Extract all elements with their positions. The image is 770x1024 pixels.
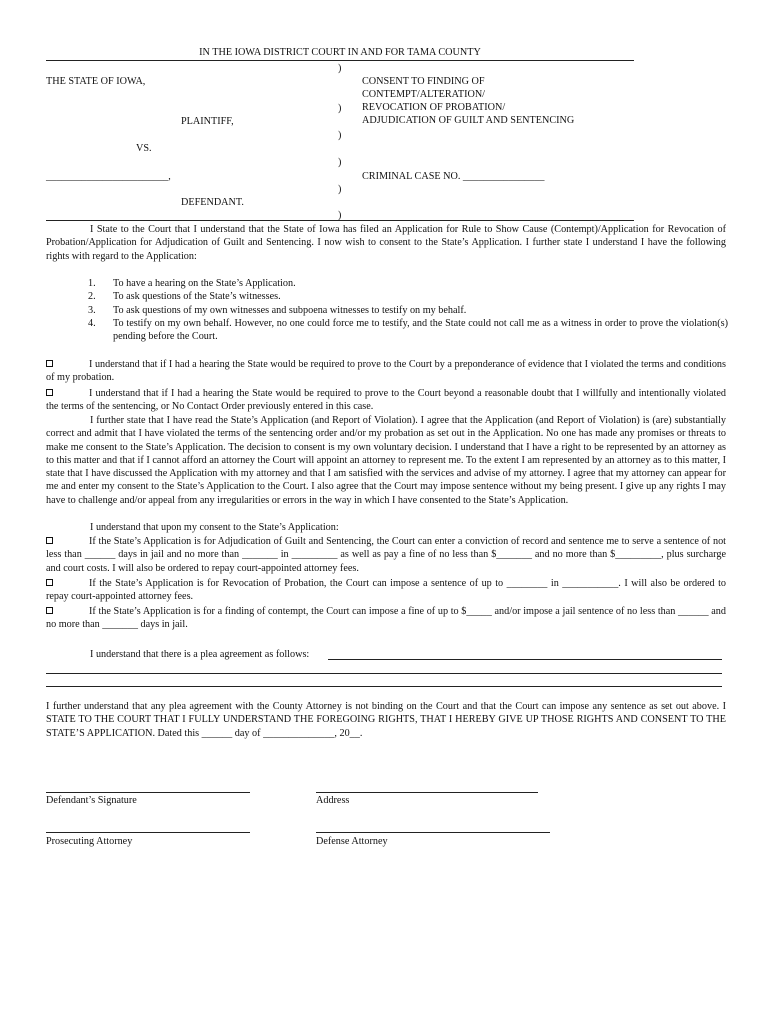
defendant-name-blank[interactable]: ________________________, xyxy=(46,171,171,182)
document-title-line: ADJUDICATION OF GUILT AND SENTENCING xyxy=(362,115,575,126)
document-title-line: CONSENT TO FINDING OF xyxy=(362,76,485,87)
caption-paren: ) xyxy=(338,130,342,141)
checkbox[interactable] xyxy=(46,607,53,614)
admission-paragraph: I further state that I have read the State’s Application (and Report of Violation). I agree that the Application (and Report of Violation) is (are) substantially correct and admit that I have violated the terms of the sentencing order and/or my probation as set out in the Application. No one has made any promises or threats to make me consent to the State’s Application. The decision to consent is my own voluntary decision. I understand that I have a right to be represented by an attorney as to this matter and that if I cannot afford an attorney the Court will appoint an attorney to represent me. To the extent I am represented by an attorney as to this matter, I state that I have discussed the Application with my attorney and that I am satisfied with the services and advise of my attorney. I agree that my attorney can appear for me and enter my consent to the State’s Application to the Court. I also agree that the Court may impose sentence without my being present. I give up any rights I may have to challenge and/or appeal from any irregularities or errors in the way in which I have consented to the State’s Application. xyxy=(46,415,726,506)
consequence-option: If the State’s Application is for a finding of contempt, the Court can impose a fine of up to $_____ and/or impose a jail sentence of no less than ______ and no more than _______ days in jail. xyxy=(46,606,726,631)
checkbox[interactable] xyxy=(46,389,53,396)
document-title-line: REVOCATION OF PROBATION/ xyxy=(362,102,506,113)
defendant-signature-label: Defendant’s Signature xyxy=(46,795,137,806)
rights-list xyxy=(88,277,728,343)
consequence-option: If the State’s Application is for Revocation of Probation, the Court can impose a sentence of up to ________ in ___________. I will also be ordered to repay court-appointed attorney fees. xyxy=(46,578,726,603)
caption-rule xyxy=(46,220,634,221)
plea-agreement-label: I understand that there is a plea agreement as follows: xyxy=(90,649,310,660)
consequence-option: If the State’s Application is for Adjudication of Guilt and Sentencing, the Court can enter a conviction of record and sentence me to serve a sentence of not less than ______ days in jail and no more than _______ in _________ as well as pay a fine of no less than $_______ and no more than $_________, plus surcharge and court costs. I will also be ordered to repay court-appointed attorney fees. xyxy=(46,536,726,574)
list-item: 4. To testify on my own behalf. However, no one could force me to testify, and the State could not call me as a witness in order to prove the violation(s) pending before the Court. xyxy=(88,317,728,343)
burden-option: I understand that if I had a hearing the State would be required to prove to the Court by a preponderance of evidence that I violated the terms and conditions of my probation. xyxy=(46,359,726,384)
plea-agreement-line[interactable] xyxy=(328,659,722,660)
address-label: Address xyxy=(316,795,350,806)
caption-paren: ) xyxy=(338,184,342,195)
signature-line[interactable] xyxy=(46,832,250,833)
case-number-field[interactable]: CRIMINAL CASE NO. ________________ xyxy=(362,171,545,182)
court-heading: IN THE IOWA DISTRICT COURT IN AND FOR TAMA COUNTY xyxy=(199,47,481,58)
signature-line[interactable] xyxy=(316,832,550,833)
signature-line[interactable] xyxy=(46,792,250,793)
versus-label: VS. xyxy=(136,143,152,154)
caption-paren: ) xyxy=(338,210,342,221)
party-plaintiff-label: PLAINTIFF, xyxy=(181,116,234,127)
checkbox[interactable] xyxy=(46,537,53,544)
party-defendant-label: DEFENDANT. xyxy=(181,197,244,208)
caption-paren: ) xyxy=(338,103,342,114)
plea-agreement-line[interactable] xyxy=(46,673,722,674)
caption-paren: ) xyxy=(338,63,342,74)
burden-option: I understand that if I had a hearing the State would be required to prove to the Court beyond a reasonable doubt that I willfully and intentionally violated the terms of the sentencing, or No Contact Order previously entered in this case. xyxy=(46,388,726,413)
list-item: 1. To have a hearing on the State’s Application. xyxy=(88,278,296,289)
upon-consent-label: I understand that upon my consent to the State’s Application: xyxy=(90,522,339,533)
document-title-line: CONTEMPT/ALTERATION/ xyxy=(362,89,486,100)
signature-line[interactable] xyxy=(316,792,538,793)
defense-attorney-label: Defense Attorney xyxy=(316,836,388,847)
checkbox[interactable] xyxy=(46,579,53,586)
list-item: 2. To ask questions of the State’s witnesses. xyxy=(88,291,281,303)
caption-paren: ) xyxy=(338,157,342,168)
checkbox[interactable] xyxy=(46,360,53,367)
prosecuting-attorney-label: Prosecuting Attorney xyxy=(46,836,133,847)
heading-rule xyxy=(46,60,634,61)
party-state: THE STATE OF IOWA, xyxy=(46,76,146,87)
intro-paragraph: I State to the Court that I understand that the State of Iowa has filed an Application for Rule to Show Cause (Contempt)/Application for Revocation of Probation/Application for Adjudication of Guilt and Sentencing. I now wish to consent to the State’s Application. I further state I understand I have the following rights with regard to the Application: xyxy=(46,224,726,262)
plea-agreement-line[interactable] xyxy=(46,686,722,687)
list-item: 3. To ask questions of my own witnesses and subpoena witnesses to testify on my behalf. xyxy=(88,304,467,316)
closing-statement: I further understand that any plea agreement with the County Attorney is not binding on the Court and that the Court can impose any sentence as set out above. I STATE TO THE COURT THAT I FULLY UNDERSTAND THE FOREGOING RIGHTS, THAT I HEREBY GIVE UP THOSE RIGHTS AND CONSENT TO THE STATE’S APPLICATION. Dated this ______ day of ______________, 20__. xyxy=(46,701,726,739)
